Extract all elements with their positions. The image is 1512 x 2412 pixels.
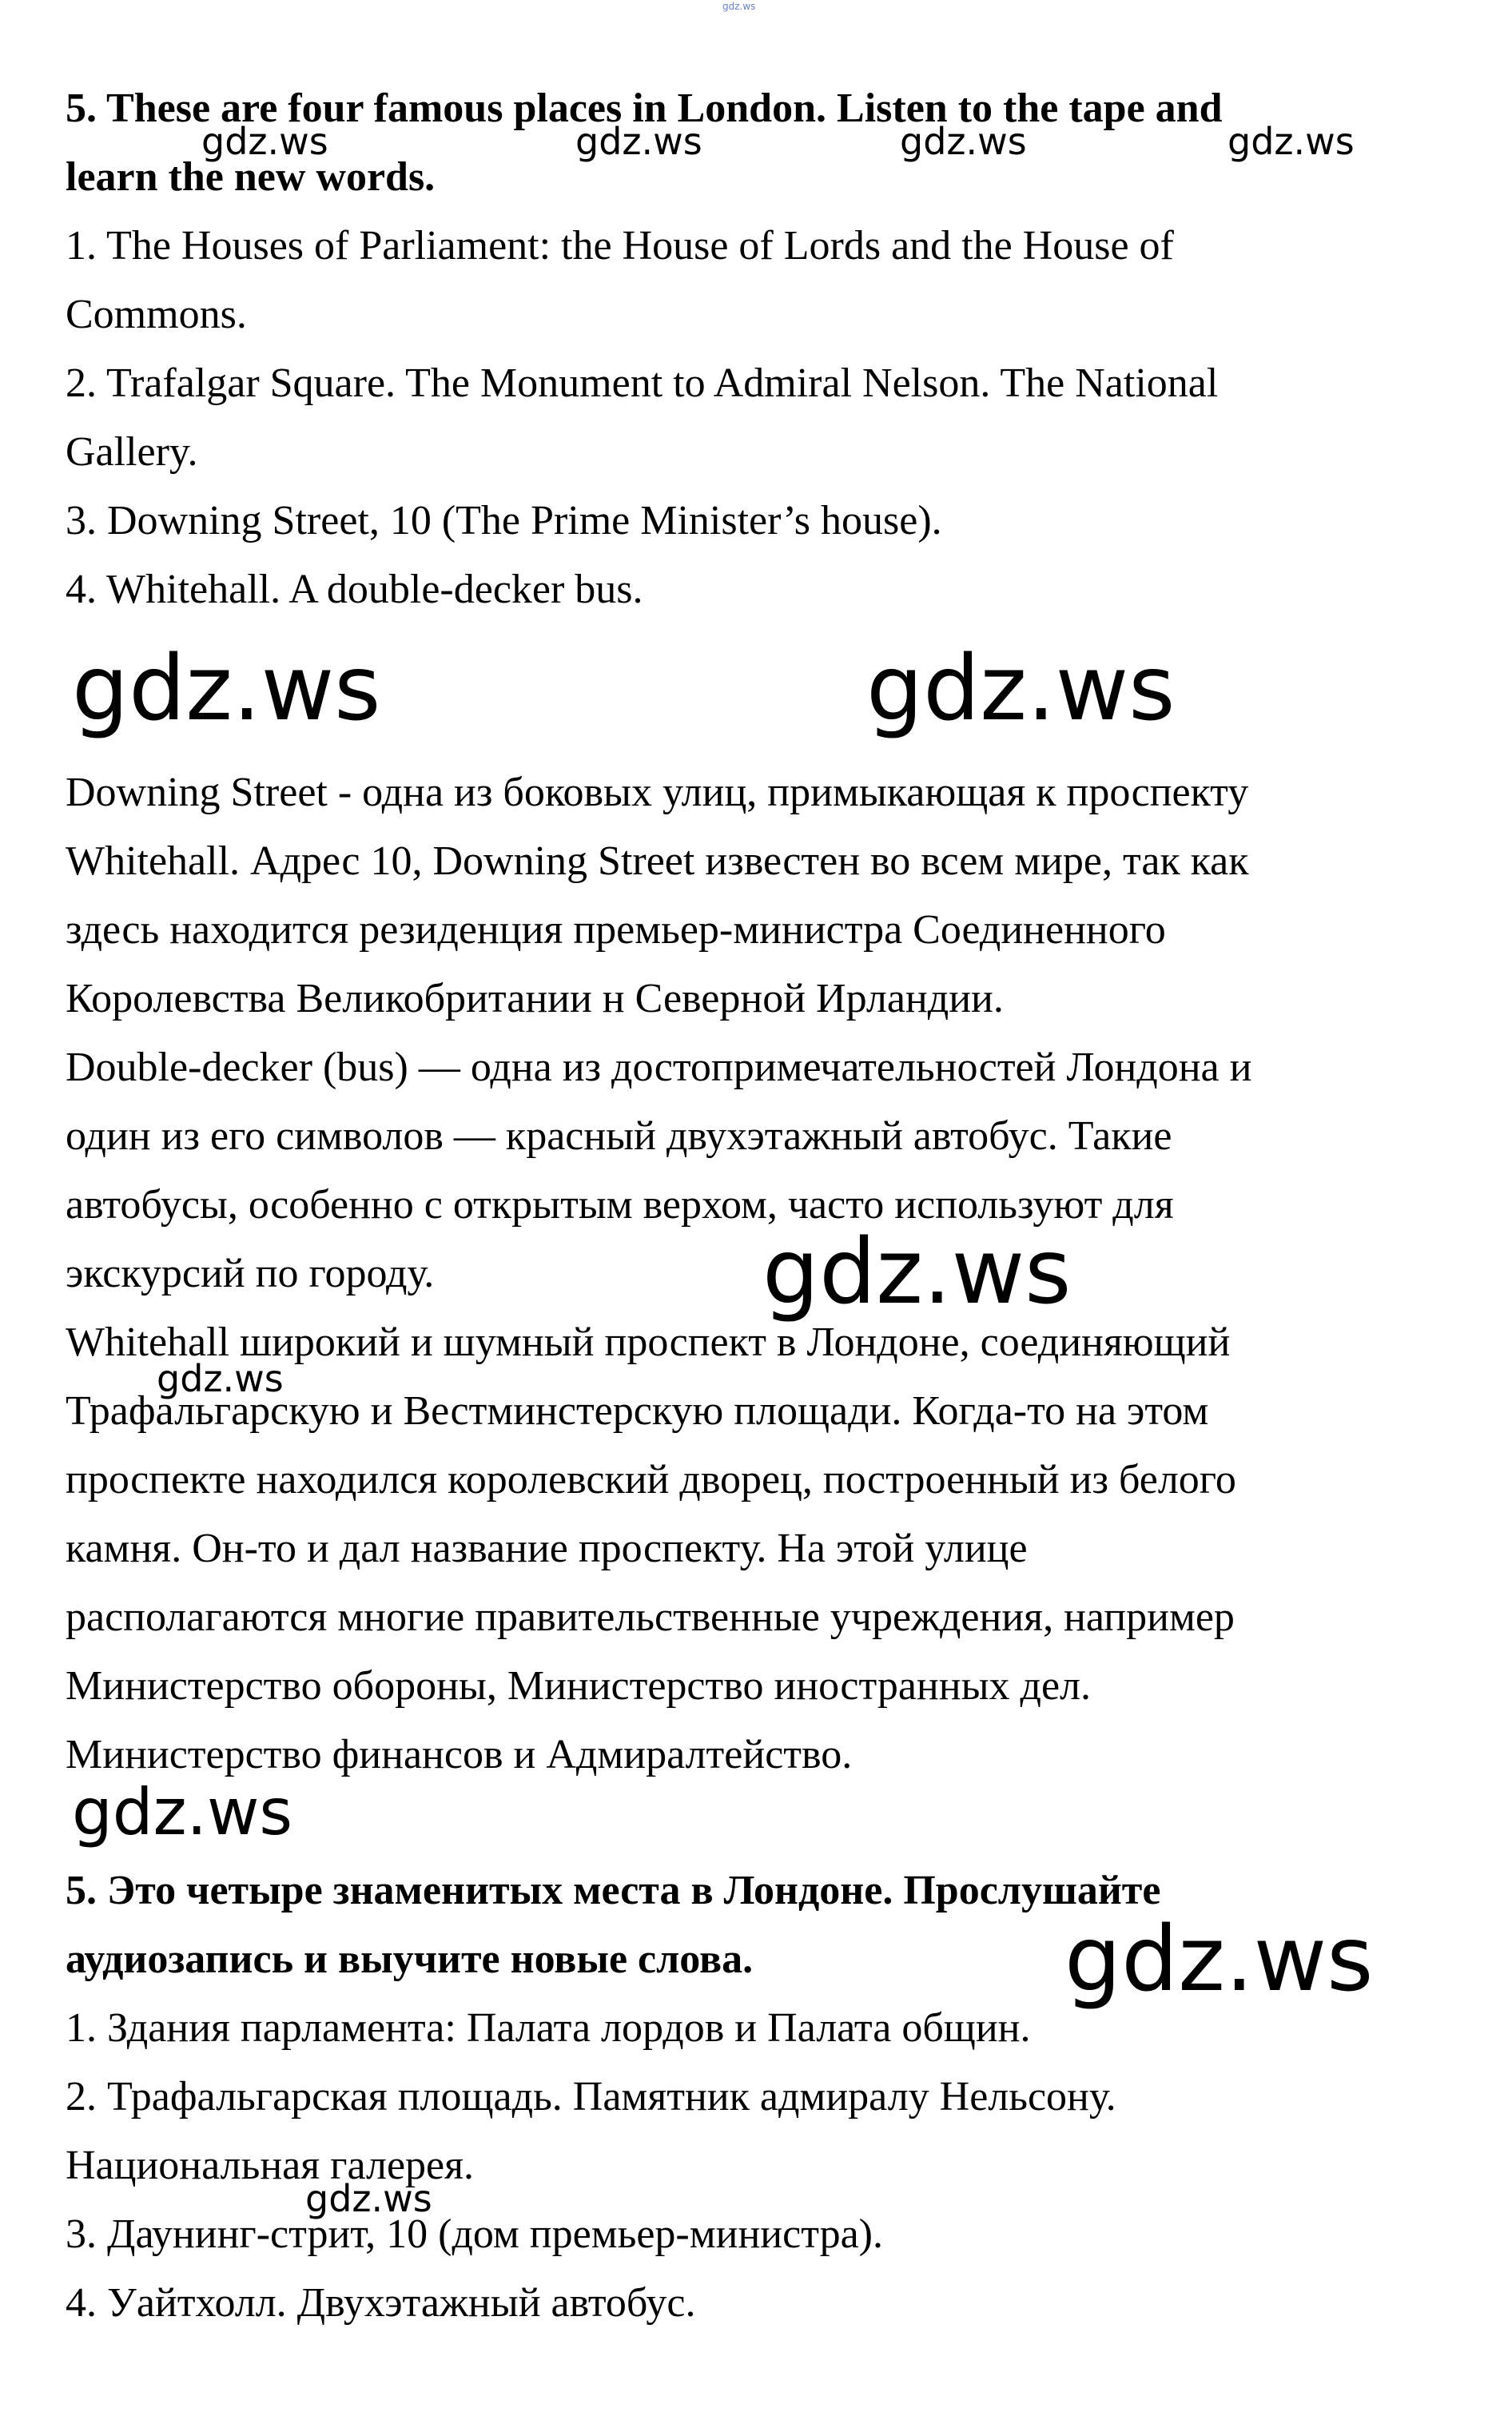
note-line: Королевства Великобритании н Северной Ирландии. (66, 976, 1004, 1021)
note-line: Министерство финансов и Адмиралтейство. (66, 1732, 853, 1777)
task-en-item-line: 2. Trafalgar Square. The Monument to Admiral Nelson. The National (66, 360, 1219, 406)
watermark: gdz.ws (762, 1220, 1072, 1324)
watermark: gdz.ws (1228, 120, 1355, 163)
note-line: Министерство обороны, Министерство иностранных дел. (66, 1663, 1091, 1709)
task-en-item-line: Commons. (66, 292, 247, 337)
note-line: автобусы, особенно с открытым верхом, часто используют для (66, 1182, 1174, 1228)
note-line: Whitehall. Адрес 10, Downing Street известен во всем мире, так как (66, 838, 1249, 884)
note-line: один из его символов — красный двухэтажный автобус. Такие (66, 1113, 1172, 1159)
task-ru-item-line: Национальная галерея. (66, 2143, 475, 2188)
note-line: здесь находится резиденция премьер-министра Соединенного (66, 907, 1166, 953)
watermark: gdz.ws (575, 120, 702, 163)
note-line: Downing Street - одна из боковых улиц, примыкающая к проспекту (66, 770, 1249, 815)
watermark: gdz.ws (201, 120, 328, 163)
watermark: gdz.ws (1064, 1908, 1374, 2012)
task-en-item-line: 3. Downing Street, 10 (The Prime Minister’s house). (66, 498, 942, 543)
task-en-item-line: 4. Whitehall. A double-decker bus. (66, 567, 643, 612)
task-ru-heading-line-2: аудиозапись и выучите новые слова. (66, 1936, 754, 1982)
task-ru-heading-line-1: 5. Это четыре знаменитых места в Лондоне. Прослушайте (66, 1868, 1161, 1913)
note-line: Whitehall широкий и шумный проспект в Лондоне, соединяющий (66, 1319, 1231, 1365)
task-en-item-line: 1. The Houses of Parliament: the House of Lords and the House of (66, 223, 1174, 269)
note-line: Double-decker (bus) — одна из достопримечательностей Лондона и (66, 1045, 1252, 1090)
watermark: gdz.ws (866, 637, 1176, 741)
task-en-item-line: Gallery. (66, 429, 198, 475)
task-ru-item-line: 1. Здания парламента: Палата лордов и Палата общин. (66, 2005, 1031, 2051)
note-line: располагаются многие правительственные учреждения, например (66, 1594, 1235, 1640)
task-ru-item-line: 3. Даунинг-стрит, 10 (дом премьер-министра). (66, 2211, 883, 2257)
watermark: gdz.ws (305, 2177, 432, 2220)
note-line: камня. Он-то и дал название проспекту. На этой улице (66, 1526, 1028, 1571)
note-line: проспекте находился королевский дворец, построенный из белого (66, 1457, 1236, 1503)
task-en-heading-line-1: 5. These are four famous places in London. Listen to the tape and (66, 86, 1223, 131)
task-ru-item-line: 2. Трафальгарская площадь. Памятник адмиралу Нельсону. (66, 2074, 1116, 2119)
watermark: gdz.ws (900, 120, 1027, 163)
task-en-heading-line-2: learn the new words. (66, 154, 436, 200)
note-line: Трафальгарскую и Вестминстерскую площади. Когда-то на этом (66, 1388, 1209, 1434)
watermark: gdz.ws (72, 1775, 293, 1849)
note-line: экскурсий по городу. (66, 1251, 435, 1296)
task-ru-item-line: 4. Уайтхолл. Двухэтажный автобус. (66, 2280, 696, 2326)
watermark: gdz.ws (72, 637, 381, 741)
watermark-top: gdz.ws (722, 1, 756, 12)
watermark: gdz.ws (157, 1357, 284, 1400)
